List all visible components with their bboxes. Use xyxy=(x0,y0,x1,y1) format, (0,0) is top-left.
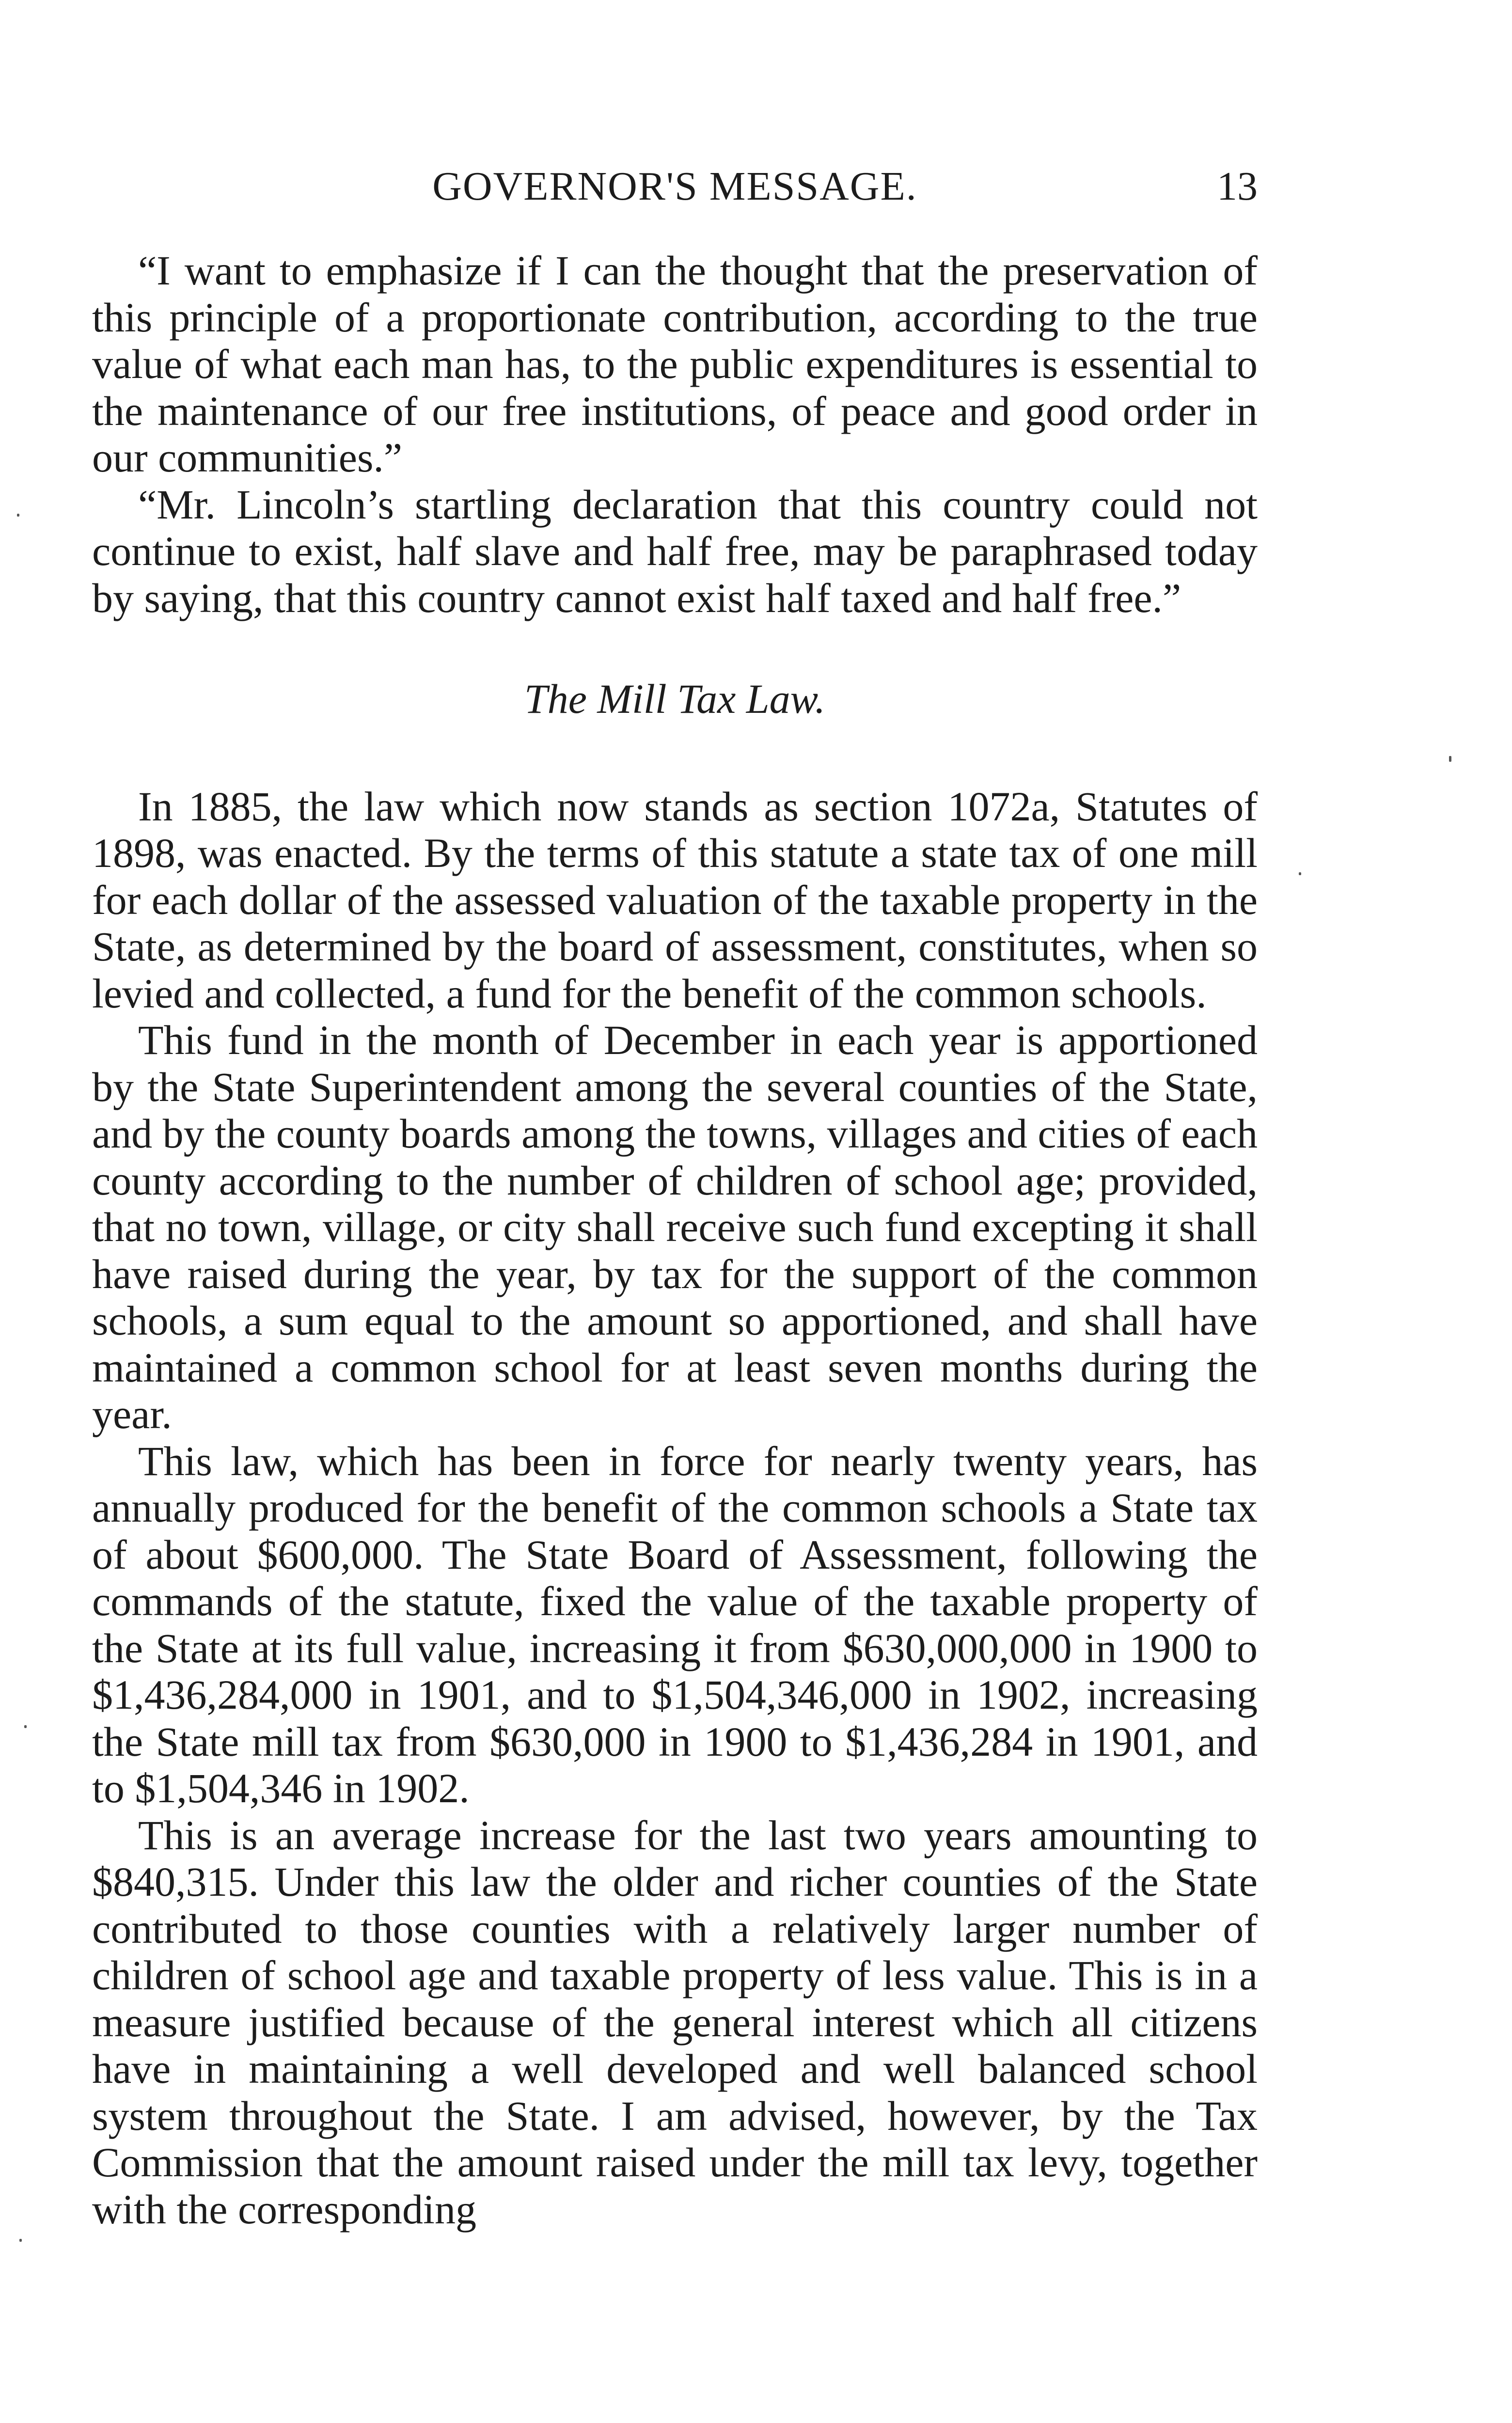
page-number: 13 xyxy=(1217,164,1258,209)
body-paragraph-3: This law, which has been in force for nearly twenty years, has annually produced for the benefit of the common schools a State tax of about $600,000. The State Board of Assessment, following the commands of the statute, fixed the value of the taxable property of the State at its full value, increasing it from $630,000,000 in 1900 to $1,436,284,000 in 1901, and to $1,504,346,000 in 1902, increasing the State mill tax from $630,000 in 1900 to $1,436,284 in 1901, and to $1,504,346 in 1902. xyxy=(92,1437,1258,1811)
scan-speck xyxy=(1299,872,1301,875)
scan-speck xyxy=(24,1725,27,1728)
body-paragraph-4: This is an average increase for the last two years amounting to $840,315. Under this law the older and richer counties of the State contributed to those counties with a relatively larger number of children of school age and taxable property of less value. This is in a measure justified because of the general interest which all citizens have in maintaining a well developed and well balanced school system throughout the State. I am advised, however, by the Tax Commission that the amount raised under the mill tax levy, together with the corresponding xyxy=(92,1811,1258,2233)
section-heading: The Mill Tax Law. xyxy=(524,676,826,722)
quote-paragraph-2: “Mr. Lincoln’s startling declaration that this country could not continue to exist, half slave and half free, may be paraphrased today by saying, that this country cannot exist half taxed and half free.” xyxy=(92,481,1258,621)
scan-speck xyxy=(1449,756,1451,762)
quote-paragraph-1: “I want to emphasize if I can the thought that the preservation of this principle of a proportionate contribution, according to the true value of what each man has, to the public expenditures is essential to the maintenance of our free institutions, of peace and good order in our communities.” xyxy=(92,247,1258,481)
body-paragraph-2: This fund in the month of December in each year is apportioned by the State Superintendent among the several counties of the State, and by the county boards among the towns, villages and cities of each county according to the number of children of school age; provided, that no town, village, or city shall receive such fund excepting it shall have raised during the year, by tax for the support of the common schools, a sum equal to the amount so apportioned, and shall have maintained a common school for at least seven months during the year. xyxy=(92,1017,1258,1437)
page-header xyxy=(92,162,1258,211)
scan-speck xyxy=(17,514,19,517)
running-title: GOVERNOR'S MESSAGE. xyxy=(432,164,917,209)
scan-speck xyxy=(19,2239,22,2242)
body-text xyxy=(92,247,1258,2233)
body-paragraph-1: In 1885, the law which now stands as section 1072a, Statutes of 1898, was enacted. By the terms of this statute a state tax of one mill for each dollar of the assessed valuation of the taxable property in the State, as determined by the board of assessment, constitutes, when so levied and collected, a fund for the benefit of the common schools. xyxy=(92,783,1258,1017)
